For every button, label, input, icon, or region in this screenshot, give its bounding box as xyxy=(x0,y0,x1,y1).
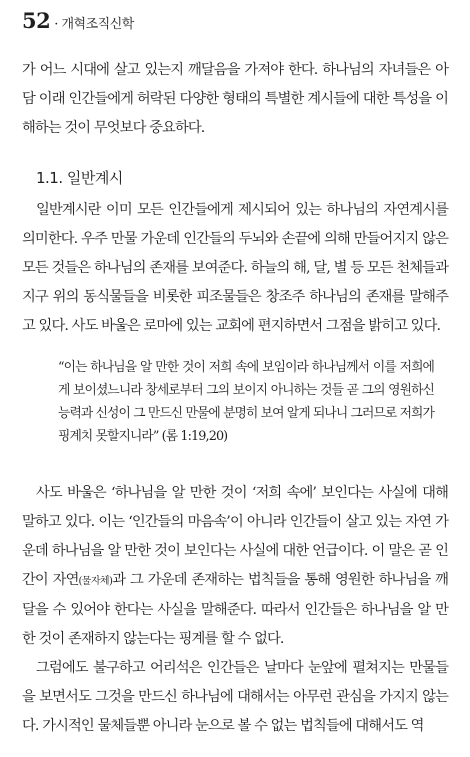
paragraph-general-revelation: 일반계시란 이미 모든 인간들에게 제시되어 있는 하나님의 자연계시를 의미한다. 우주 만물 가운데 인간들의 두뇌와 손끝에 의해 만들어지지 않은 모든 것들은 하나님의 존재를 보여준다. 하늘의 해, 달, 별 등 모든 천체들과 지구 위의 동식물들을 비롯한 피조물들은 창조주 하나님의 존재를 말해주고 있다. 사도 바울은 로마에 있는 교회에 편지하면서 그점을 밝히고 있다. xyxy=(22,202,448,334)
scripture-quote: “이는 하나님을 알 만한 것이 저희 속에 보임이라 하나님께서 이를 저희에게 보이셨느니라 창세로부터 그의 보이지 아니하는 것들 곧 그의 영원하신 능력과 신성이 그 만드신 만물에 분명히 보여 알게 되나니 그러므로 저희가 핑계치 못할지니라” (롬 1:19,20) xyxy=(58,360,434,444)
page-number: 52 xyxy=(22,8,51,33)
paragraph-paul xyxy=(22,479,448,654)
paul-small-note: (물자체) xyxy=(78,576,113,587)
running-title: · 개혁조직신학 xyxy=(54,17,134,32)
page-header xyxy=(22,8,134,33)
page-body xyxy=(22,56,448,741)
paul-text-part2: 과 그 가운데 존재하는 법칙들을 통해 영원한 하나님을 깨달을 수 있어야 한다는 사실을 말해준다. 따라서 인간들은 하나님을 알 만한 것이 존재하지 않는다는 핑계를 할 수 없다. xyxy=(22,572,448,647)
section-heading: 1.1. 일반계시 xyxy=(36,169,123,187)
paragraph-intro: 가 어느 시대에 살고 있는지 깨달음을 가져야 한다. 하나님의 자녀들은 아담 이래 인간들에게 허락된 다양한 형태의 특별한 계시들에 대한 특성을 이해하는 것이 무엇보다 중요하다. xyxy=(22,62,448,136)
paragraph-nevertheless: 그럼에도 불구하고 어리석은 인간들은 날마다 눈앞에 펼쳐지는 만물들을 보면서도 그것을 만드신 하나님에 대해서는 아무런 관심을 가지지 않는다. 가시적인 물체들뿐 아니라 눈으로 볼 수 없는 법칙들에 대해서도 역 xyxy=(22,660,448,734)
paul-text-part1: 사도 바울은 ‘하나님을 알 만한 것이 ‘저희 속에’ 보인다는 사실에 대해 말하고 있다. 이는 ‘인간들의 마음속’이 아니라 인간들이 살고 있는 자연 가운데 하나님을 알 만한 것이 보인다는 사실에 대한 언급이다. 이 말은 곧 인간이 자연 xyxy=(22,485,448,588)
